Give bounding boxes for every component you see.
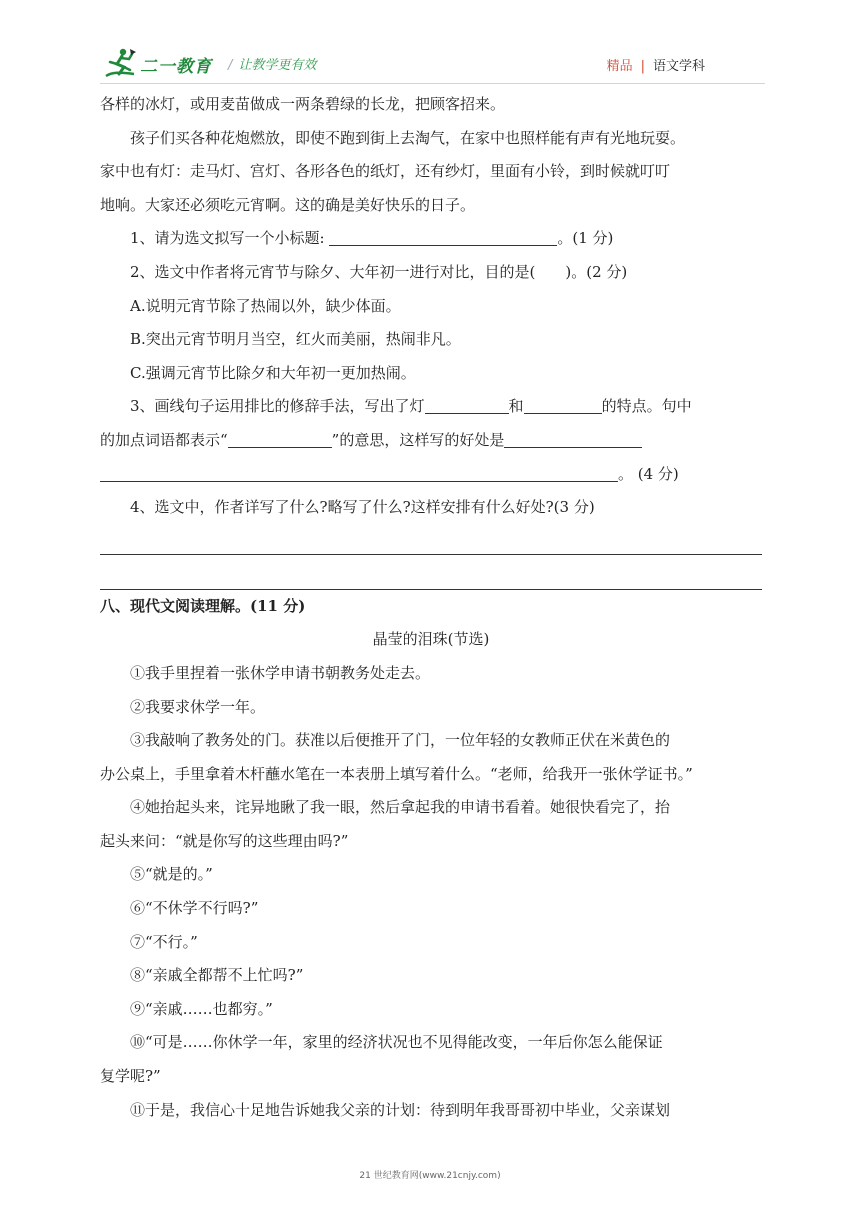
- header-divider: [100, 83, 765, 84]
- passage-title: 晶莹的泪珠(节选): [372, 630, 490, 649]
- passage-line: 孩子们买各种花炮燃放，即使不跑到街上去淘气，在家中也照样能有声有光地玩耍。: [130, 128, 686, 147]
- quality-label: 精品: [606, 59, 633, 74]
- question-3-cont: 的加点词语都表示“ ”的意思，这样写的好处是: [100, 424, 762, 458]
- paragraph: ⑨“亲戚……也都穷。”: [130, 999, 273, 1018]
- answer-blank[interactable]: [329, 229, 557, 246]
- slogan: / 让教学更有效: [228, 58, 317, 73]
- slogan-text: 让教学更有效: [238, 58, 317, 73]
- paragraph: ⑦“不行。”: [130, 932, 198, 951]
- option-c: C.强调元宵节比除夕和大年初一更加热闹。: [130, 363, 416, 382]
- passage-line: 各样的冰灯，或用麦苗做成一两条碧绿的长龙，把顾客招来。: [100, 95, 506, 113]
- question-3: 3、画线句子运用排比的修辞手法，写出了灯 和 的特点。句中: [130, 397, 692, 416]
- answer-blank[interactable]: [100, 465, 618, 482]
- paragraph: ⑩“可是……你休学一年，家里的经济状况也不见得能改变，一年后你怎么能保证: [130, 1033, 663, 1052]
- paragraph: ⑧“亲戚全都帮不上忙吗?”: [130, 966, 304, 985]
- question-1: 1、请为选文拟写一个小标题: 。(1 分): [130, 229, 614, 248]
- option-b: B.突出元宵节明月当空，红火而美丽，热闹非凡。: [130, 330, 461, 349]
- answer-blank[interactable]: [504, 431, 642, 448]
- section-heading: 八、现代文阅读理解。(11 分): [100, 596, 306, 615]
- paragraph: ⑪于是，我信心十足地告诉她我父亲的计划：待到明年我哥哥初中毕业，父亲谋划: [130, 1100, 671, 1119]
- page-footer: 21 世纪教育网(www.21cnjy.com): [359, 1171, 501, 1181]
- question-2: 2、选文中作者将元宵节与除夕、大年初一进行对比，目的是( )。(2 分): [130, 262, 628, 281]
- subject-tag: 精品 | 语文学科: [606, 59, 705, 74]
- option-a: A.说明元宵节除了热闹以外，缺少体面。: [130, 296, 401, 315]
- question-3-cont: 。 (4 分): [100, 458, 762, 492]
- answer-blank[interactable]: [524, 397, 602, 414]
- passage-line: 家中也有灯：走马灯、宫灯、各形各色的纸灯，还有纱灯，里面有小铃，到时候就叮叮: [100, 162, 671, 181]
- answer-blank[interactable]: [228, 431, 332, 448]
- paragraph: 复学呢?”: [100, 1067, 161, 1086]
- logo-text: 二一教育: [140, 57, 212, 77]
- paragraph: 起头来问：“就是你写的这些理由吗?”: [100, 831, 349, 850]
- paragraph: ⑥“不休学不行吗?”: [130, 899, 259, 918]
- answer-blank[interactable]: [425, 397, 509, 414]
- paragraph: ⑤“就是的。”: [130, 865, 213, 884]
- document-body: [100, 88, 762, 1127]
- runner-logo-icon: [104, 46, 138, 80]
- logo: [104, 46, 224, 80]
- paragraph: ②我要求休学一年。: [130, 697, 266, 716]
- subject-label: 语文学科: [652, 59, 705, 74]
- question-4: 4、选文中，作者详写了什么?略写了什么?这样安排有什么好处?(3 分): [130, 498, 595, 517]
- paragraph: ③我敲响了教务处的门。获准以后便推开了门，一位年轻的女教师正伏在米黄色的: [130, 731, 671, 750]
- page-header: [100, 44, 765, 84]
- paragraph: ④她抬起头来，诧异地瞅了我一眼，然后拿起我的申请书看着。她很快看完了，抬: [130, 798, 671, 817]
- paragraph: 办公桌上，手里拿着木杆蘸水笔在一本表册上填写着什么。“老师，给我开一张休学证书。”: [100, 764, 693, 783]
- passage-line: 地响。大家还必须吃元宵啊。这的确是美好快乐的日子。: [100, 195, 476, 214]
- paragraph: ①我手里捏着一张休学申请书朝教务处走去。: [130, 663, 431, 682]
